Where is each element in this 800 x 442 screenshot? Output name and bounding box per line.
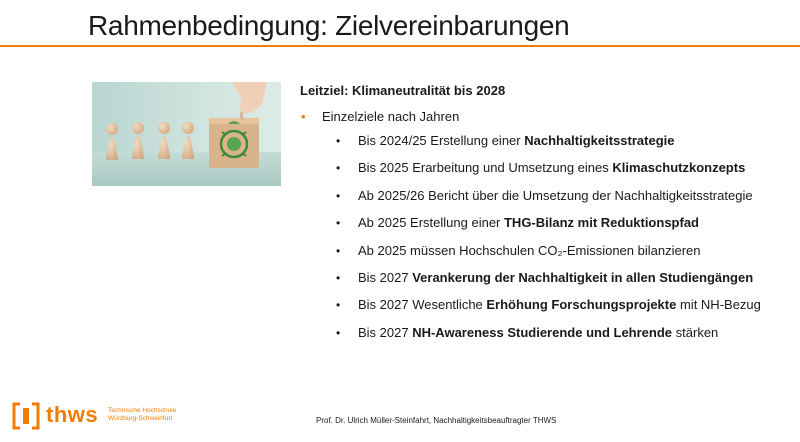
thws-logo-mark-icon	[10, 400, 42, 432]
list-item: • Bis 2027 Verankerung der Nachhaltigkeit in allen Studiengängen	[300, 268, 790, 288]
bullet-dot-icon: •	[336, 325, 341, 340]
footer-text: Prof. Dr. Ulrich Müller-Steinfahrt, Nachhaltigkeitsbeauftragter THWS	[316, 416, 557, 425]
bullet-dot-icon: •	[336, 188, 341, 203]
bullet-level1-text: Einzelziele nach Jahren	[322, 109, 460, 124]
list-item: • Ab 2025/26 Bericht über die Umsetzung der Nachhaltigkeitsstrategie	[300, 186, 790, 206]
thws-logo	[10, 400, 270, 432]
title-underline	[0, 45, 800, 47]
wooden-figures-eco-cube-image	[92, 82, 281, 186]
bullet-dot-icon: •	[336, 243, 341, 258]
bullet-dot-icon: •	[336, 270, 341, 285]
bullet-dot-icon: •	[336, 161, 341, 176]
slide-title: Rahmenbedingung: Zielvereinbarungen	[88, 10, 570, 41]
list-item: • Bis 2025 Erarbeitung und Umsetzung eines Klimaschutzkonzepts	[300, 158, 790, 178]
list-item: • Bis 2027 NH-Awareness Studierende und Lehrende stärken	[300, 323, 790, 343]
bullet-dot-icon: •	[336, 134, 341, 148]
bullet-level1	[300, 107, 790, 127]
list-item: • Ab 2025 Erstellung einer THG-Bilanz mit Reduktionspfad	[300, 213, 790, 233]
goal-list	[300, 131, 790, 343]
logo-subtitle: Technische Hochschule Würzburg-Schweinfurt	[108, 407, 177, 422]
bullet-dot-icon: •	[336, 298, 341, 313]
bullet-dot-icon: •	[336, 216, 341, 231]
list-item: • Ab 2025 müssen Hochschulen CO₂-Emissionen bilanzieren	[300, 241, 790, 261]
lead-goal: Leitziel: Klimaneutralität bis 2028	[300, 83, 506, 98]
logo-wordmark: thws	[46, 402, 99, 427]
bullet-dot-icon: •	[301, 109, 306, 124]
list-item: • Bis 2024/25 Erstellung einer Nachhaltigkeitsstrategie	[300, 131, 790, 151]
list-item: • Bis 2027 Wesentliche Erhöhung Forschungsprojekte mit NH-Bezug	[300, 295, 790, 315]
